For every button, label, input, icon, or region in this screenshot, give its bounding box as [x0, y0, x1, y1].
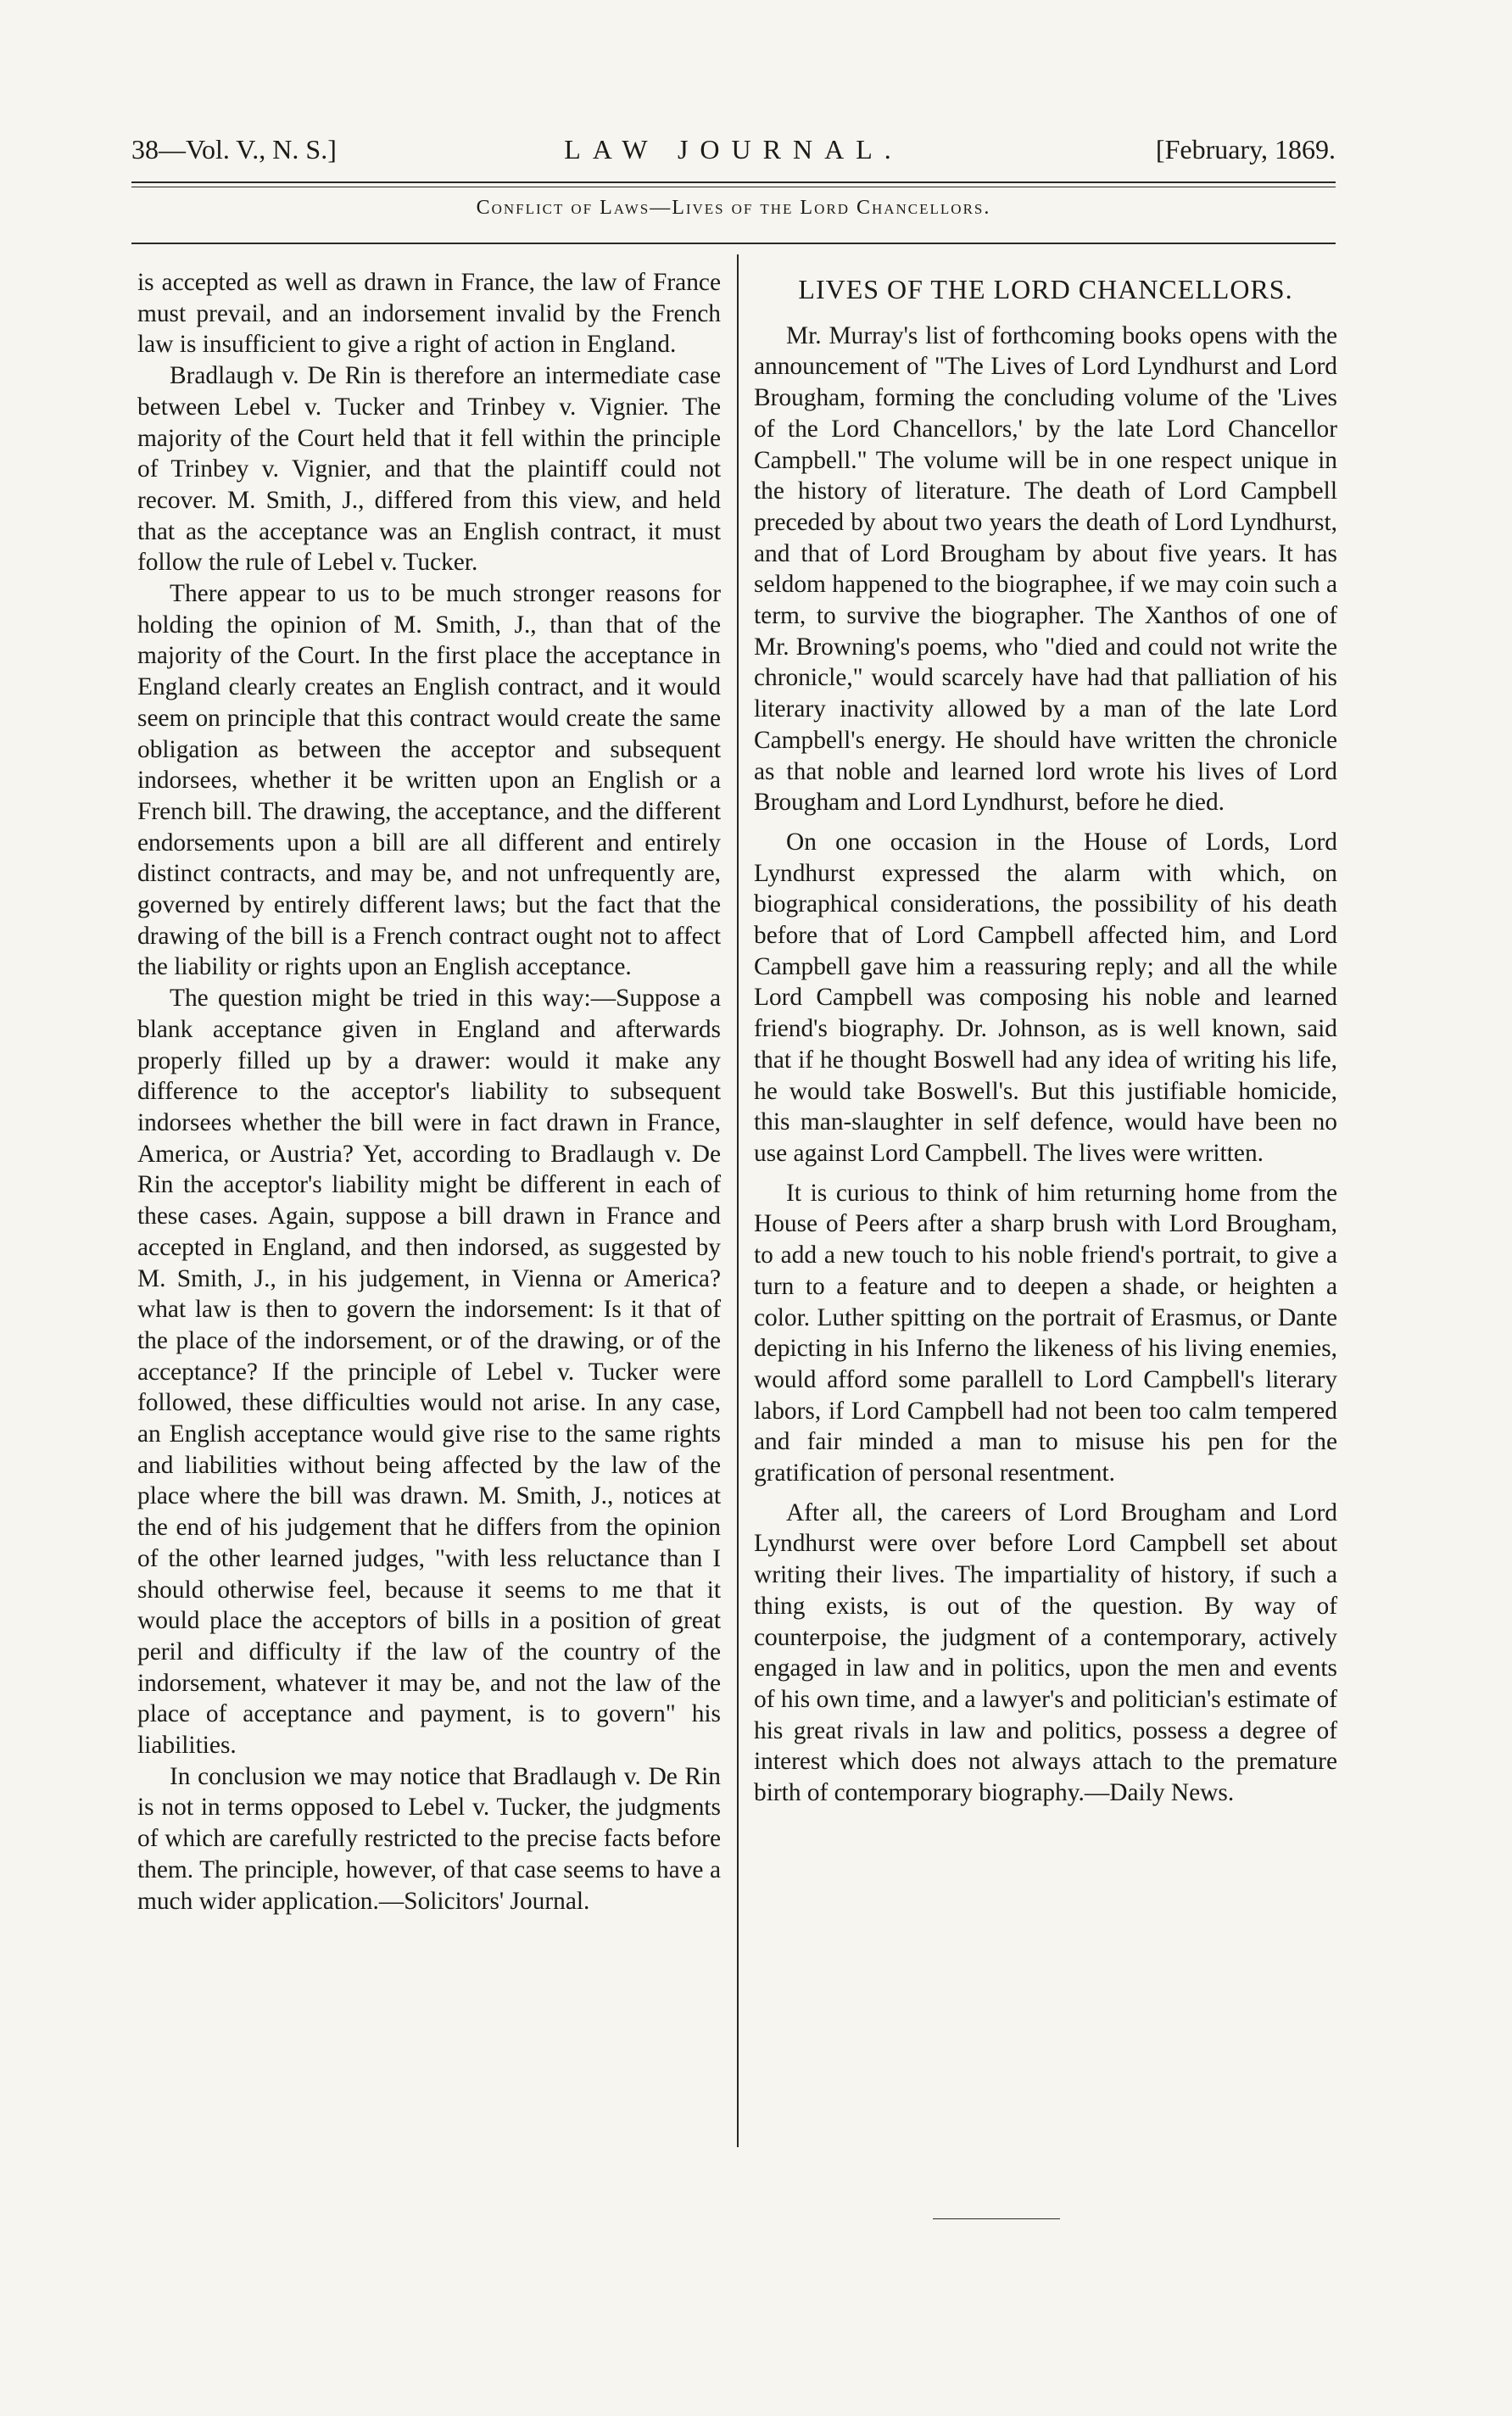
left-paragraph: Bradlaugh v. De Rin is therefore an intermediate case between Lebel v. Tucker and Trinbey v. Vignier. The majority of the Court held that it fell within the principle of Trinbey v. Vignier, and that the plaintiff could not recover. M. Smith, J., differed from this view, and held that as the acceptance was an English contract, it must follow the rule of Lebel v. Tucker.	[137, 362, 721, 577]
left-column	[137, 267, 721, 1917]
page-header	[131, 126, 1336, 176]
article-title: LIVES OF THE LORD CHANCELLORS.	[798, 274, 1293, 304]
column-divider	[737, 254, 739, 2147]
left-paragraph: There appear to us to be much stronger reasons for holding the opinion of M. Smith, J., than that of the majority of the Court. In the first place the acceptance in England clearly creates an English contract, and it would seem on principle that this contract would create the same obligation as between the acceptor and subsequent indorsees, whether it be written upon an English or a French bill. The drawing, the acceptance, and the different endorsements upon a bill are all different and entirely distinct contracts, and may be, and not unfrequently are, governed by entirely different laws; but the fact that the drawing of the bill is a French contract ought not to affect the liability or rights upon an English acceptance.	[137, 580, 721, 981]
article-end-rule	[933, 2218, 1060, 2219]
right-paragraph: After all, the careers of Lord Brougham and Lord Lyndhurst were over before Lord Campbell set about writing their lives. The impartiality of history, if such a thing exists, is out of the question. By way of counterpoise, the judgment of a contemporary, actively engaged in law and in politics, upon the men and events of his own time, and a lawyer's and politician's estimate of his great rivals in law and politics, possess a degree of interest which does not always attach to the premature birth of contemporary biography.—Daily News.	[754, 1498, 1337, 1807]
running-subtitle: Conflict of Laws—Lives of the Lord Chancellors.	[476, 197, 991, 219]
left-paragraph: The question might be tried in this way:—Suppose a blank acceptance given in England and afterwards properly filled up by a drawer: would it make any difference to the acceptor's liability to subsequent indorsees whether the bill were in fact drawn in France, America, or Austria? Yet, according to Bradlaugh v. De Rin the acceptor's liability might be different in each of these cases. Again, suppose a bill drawn in France and accepted in England, and then indorsed, as suggested by M. Smith, J., in his judgement, in Vienna or America? what law is then to govern the indorsement: Is it that of the place of the indorsement, or of the drawing, or of the acceptance? If the principle of Lebel v. Tucker were followed, these difficulties would not arise. In any case, an English acceptance would give rise to the same rights and liabilities without being affected by the law of the place where the bill was drawn. M. Smith, J., notices at the end of his judgement that he differs from the opinion of the other learned judges, "with less reluctance than I should otherwise feel, because it seems to me that it would place the acceptors of bills in a position of great peril and difficulty if the law of the country of the indorsement, whatever it may be, and not the law of the place of acceptance and payment, is to govern" his liabilities.	[137, 985, 721, 1760]
right-paragraph: On one occasion in the House of Lords, Lord Lyndhurst expressed the alarm with which, on biographical considerations, the possibility of his death before that of Lord Campbell affected him, and Lord Campbell gave him a reassuring reply; and all the while Lord Campbell was composing his noble and learned friend's biography. Dr. Johnson, as is well known, said that if he thought Boswell had any idea of writing his life, he would take Boswell's. But this justifiable homicide, this man-slaughter in self defence, would have been no use against Lord Campbell. The lives were written.	[754, 828, 1337, 1167]
subtitle-rule	[131, 243, 1336, 244]
right-paragraph: It is curious to think of him returning home from the House of Peers after a sharp brush with Lord Brougham, to add a new touch to his noble friend's portrait, to give a turn to a feature and to deepen a shade, or heighten a color. Luther spitting on the portrait of Erasmus, or Dante depicting in his Inferno the likeness of his living enemies, would afford some parallell to Lord Campbell's literary labors, if Lord Campbell had not been too calm tempered and fair minded a man to misuse his pen for the gratification of personal resentment.	[754, 1179, 1337, 1487]
left-paragraph: In conclusion we may notice that Bradlaugh v. De Rin is not in terms opposed to Lebel v. Tucker, the judgments of which are carefully restricted to the precise facts before them. The principle, however, of that case seems to have a much wider application.—Solicitors' Journal.	[137, 1762, 721, 1915]
right-column	[754, 267, 1337, 1809]
header-rule-top	[131, 181, 1336, 183]
right-paragraph: Mr. Murray's list of forthcoming books opens with the announcement of "The Lives of Lord Lyndhurst and Lord Brougham, forming the concluding volume of the 'Lives of the Lord Chancellors,' by the late Lord Chancellor Campbell." The volume will be in one respect unique in the history of literature. The death of Lord Campbell preceded by about two years the death of Lord Lyndhurst, and that of Lord Brougham by about five years. It has seldom happened to the biographee, if we may coin such a term, to survive the biographer. The Xanthos of one of Mr. Browning's poems, who "died and could not write the chronicle," would scarcely have had that palliation of his literary inactivity allowed by a man of the late Lord Campbell's energy. He should have written the chronicle as that noble and learned lord wrote his lives of Lord Brougham and Lord Lyndhurst, before he died.	[754, 321, 1338, 817]
left-paragraph: is accepted as well as drawn in France, the law of France must prevail, and an indorsement invalid by the French law is insufficient to give a right of action in England.	[137, 269, 721, 359]
volume-label: 38—Vol. V., N. S.]	[131, 134, 337, 165]
issue-date: [February, 1869.	[1155, 134, 1336, 165]
journal-title: LAW JOURNAL.	[564, 134, 903, 165]
